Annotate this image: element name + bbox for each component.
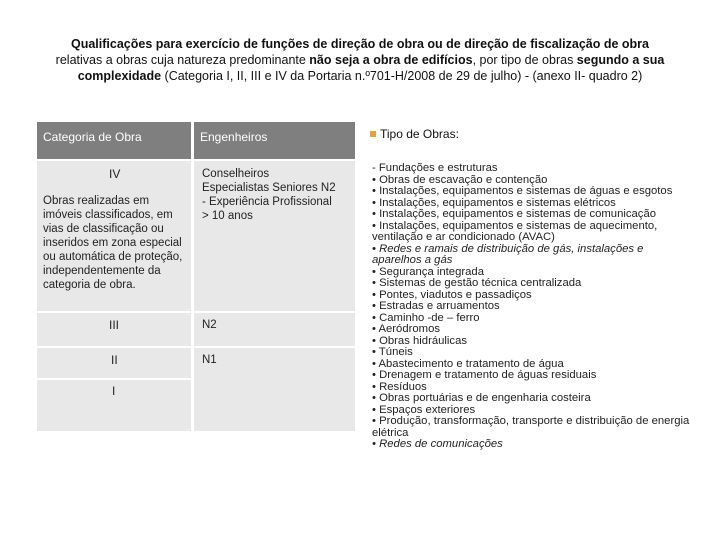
page-subtitle (30, 52, 690, 84)
list-item: • Obras de escavação e contenção (372, 173, 548, 186)
list-item: • Obras portuárias e de engenharia costeira (372, 392, 591, 404)
list-item: • Caminho -de – ferro (372, 311, 480, 324)
table-cell-engineers-iv (194, 161, 355, 311)
table-cell-engineers-ii (194, 348, 355, 431)
list-item: • Redes de comunicações (372, 438, 503, 450)
table-cell-category-ii (37, 348, 191, 378)
table-header-category (37, 122, 191, 159)
subtitle-text: (Categoria I, II, III e IV da Portaria n.º701-H/2008 de 29 de julho) - (anexo II- quadro 2) (161, 69, 643, 83)
list-item: • Sistemas de gestão técnica centralizada (372, 277, 582, 289)
list-item: • Instalações, equipamentos e sistemas de aquecimento, ventilação e ar condicionado (AVAC) (372, 219, 658, 243)
list-item: • Estradas e arruamentos (372, 300, 500, 312)
header-label: Engenheiros (200, 130, 268, 144)
subtitle-text: relativas a obras cuja natureza predominante (55, 53, 310, 67)
table-cell-category-iv (37, 161, 191, 311)
list-item: • Pontes, viadutos e passadiços (372, 288, 532, 301)
list-item: • Obras hidráulicas (372, 334, 467, 347)
table-cell-engineers-iii (194, 313, 355, 346)
list-item: • Instalações, equipamentos e sistemas de comunicação (372, 208, 657, 220)
table-cell-category-i (37, 380, 191, 431)
table-cell-category-iii (37, 313, 191, 346)
category-label: II (111, 353, 118, 367)
engineers-value: Conselheiros Especialistas Seniores N2 - Experiência Profissional > 10 anos (202, 168, 336, 222)
list-item: • Redes e ramais de distribuição de gás, instalações e aparelhos a gás (372, 242, 644, 266)
header-label: Categoria de Obra (43, 130, 142, 144)
tipos-list (372, 163, 692, 451)
category-label: III (109, 318, 120, 332)
list-item: • Instalações, equipamentos e sistemas elétricos (372, 196, 616, 209)
table-header-engineers (194, 122, 355, 159)
list-item: • Túneis (372, 346, 413, 358)
list-item: - Fundações e estruturas (372, 162, 498, 174)
engineers-value: N1 (202, 354, 217, 366)
list-item: • Produção, transformação, transporte e distribuição de energia elétrica (372, 415, 690, 439)
subtitle-text: , por tipo de obras (472, 53, 577, 67)
category-label: I (112, 384, 116, 398)
subtitle-emphasis: segundo a sua complexidade (77, 53, 665, 83)
category-note: Obras realizadas em imóveis classificados, em vias de classificação ou inseridos em zona especial ou automática de proteção, independentemente da categoria de obra. (43, 195, 183, 291)
list-item: • Abastecimento e tratamento de água (372, 357, 564, 370)
list-item: • Espaços exteriores (372, 403, 476, 416)
list-item: • Resíduos (372, 380, 427, 393)
legend-marker (370, 131, 376, 137)
tipos-title: Tipo de Obras: (380, 127, 459, 141)
subtitle-emphasis: não seja a obra de edifícios (309, 53, 473, 67)
page-title: Qualificações para exercício de funções de direção de obra ou de direção de fiscalização de obra (71, 37, 649, 51)
category-label: IV (109, 167, 121, 181)
list-item: • Instalações, equipamentos e sistemas de águas e esgotos (372, 185, 673, 197)
list-item: • Aeródromos (372, 323, 441, 335)
list-item: • Drenagem e tratamento de águas residuais (372, 369, 597, 381)
list-item: • Segurança integrada (372, 265, 484, 278)
engineers-value: N2 (202, 319, 217, 331)
